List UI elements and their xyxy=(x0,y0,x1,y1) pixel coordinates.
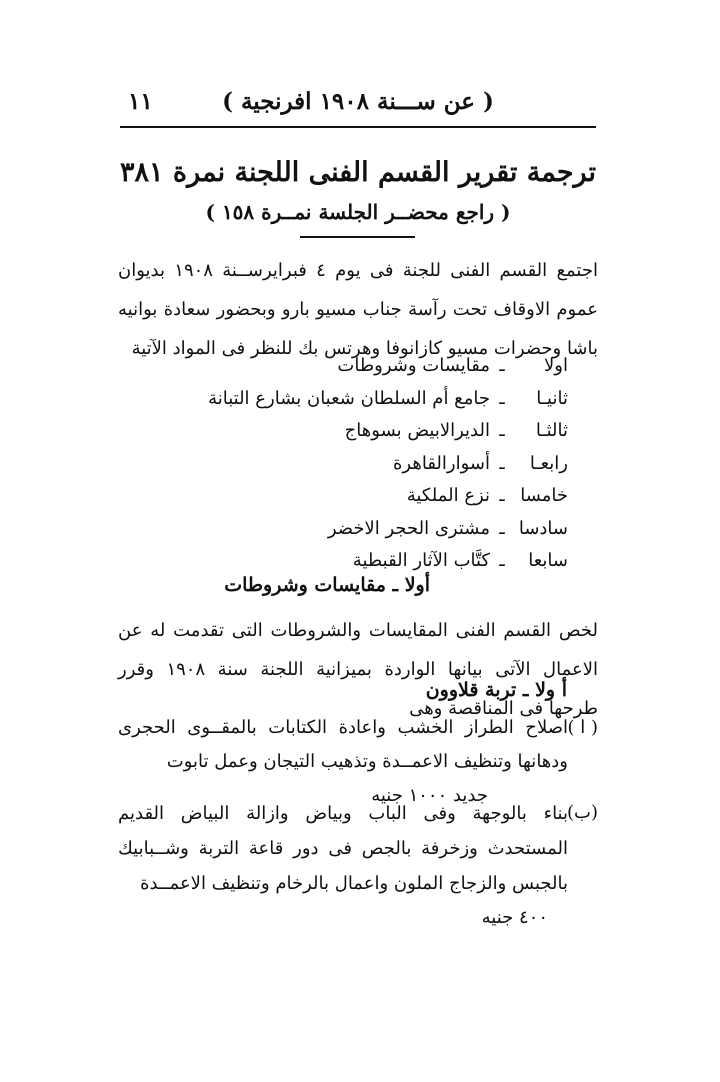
agenda-list xyxy=(208,350,568,578)
title-divider xyxy=(300,236,415,238)
agenda-dash: ـ xyxy=(499,355,505,376)
sub-heading: أ ولا ـ تربة قلاوون xyxy=(425,679,567,701)
item-label: (ب) xyxy=(567,802,598,823)
agenda-dash: ـ xyxy=(499,420,505,441)
page-number: ١١ xyxy=(128,88,153,115)
item-text: بناء بالوجهة وفى الباب وبياض وازالة البياض القديم المستحدث وزخرفة بالجص فى دور قاعة التربة وشــبابيك بالجبس والزجاج الملون واعمال بالرخام وتنظيف الاعمــدة xyxy=(118,803,568,894)
report-title: ترجمة تقرير القسم الفنى اللجنة نمرة ٣٨١ xyxy=(120,157,596,188)
agenda-subject: كتَّاب الآثار القبطية xyxy=(352,550,490,571)
agenda-item xyxy=(208,480,568,513)
agenda-subject: جامع أم السلطان شعبان بشارع التبانة xyxy=(208,387,490,409)
section-paragraph: لخص القسم الفنى المقايسات والشروطات التى تقدمت له عن الاعمال الآتى بيانها الواردة بميزانية اللجنة سنة ١٩٠٨ وقرر طرحها فى المناقصة وهى xyxy=(118,620,598,719)
agenda-dash: ـ xyxy=(499,485,505,506)
item-price: ٤٠٠ جنيه xyxy=(481,907,548,928)
item-label: ( ا ) xyxy=(567,717,598,738)
agenda-ordinal: ثالثـا xyxy=(535,420,568,441)
agenda-subject: نزع الملكية xyxy=(406,485,490,506)
item-text: اصلاح الطراز الخشب واعادة الكتابات بالمقــوى الحجرى ودهانها وتنظيف الاعمــدة وتذهيب التيجان وعمل تابوت xyxy=(118,717,568,772)
agenda-dash: ـ xyxy=(499,452,505,474)
agenda-item xyxy=(208,513,568,546)
agenda-ordinal: خامسا xyxy=(520,485,568,506)
agenda-subject: مشترى الحجر الاخضر xyxy=(327,517,490,539)
agenda-item xyxy=(208,415,568,448)
agenda-ordinal: ثانيـا xyxy=(536,387,568,409)
report-subtitle: ( راجع محضــر الجلسة نمــرة ١٥٨ ) xyxy=(205,200,511,224)
agenda-dash: ـ xyxy=(499,517,505,539)
item-price: جديد ١٠٠٠ جنيه xyxy=(371,785,488,806)
running-header xyxy=(120,86,596,128)
agenda-subject: أسوارالقاهرة xyxy=(392,452,490,474)
agenda-dash: ـ xyxy=(499,387,505,409)
agenda-ordinal: رابعـا xyxy=(529,452,568,474)
agenda-ordinal: سابعا xyxy=(528,550,568,571)
section-heading: أولا ـ مقايسات وشروطات xyxy=(224,574,430,596)
work-item xyxy=(118,796,598,935)
agenda-item xyxy=(208,350,568,383)
header-title: ( عن ســـنة ١٩٠٨ افرنجية ) xyxy=(222,88,494,115)
agenda-item xyxy=(208,383,568,416)
agenda-dash: ـ xyxy=(499,550,505,571)
agenda-item xyxy=(208,545,568,578)
agenda-subject: مقايسات وشروطات xyxy=(337,355,490,376)
agenda-item xyxy=(208,448,568,481)
agenda-subject: الديرالابيض بسوهاج xyxy=(344,420,490,441)
agenda-ordinal: اولا xyxy=(544,355,568,376)
intro-paragraph: اجتمع القسم الفنى للجنة فى يوم ٤ فبرايرســنة ١٩٠٨ بديوان عموم الاوقاف تحت رآسة جناب مسيو بارو وبحضور سعادة بوانيه باشا وحضرات مسيو كازانوفا وهرتس بك للنظر فى المواد الآتية xyxy=(118,260,598,359)
agenda-ordinal: سادسا xyxy=(518,517,568,539)
